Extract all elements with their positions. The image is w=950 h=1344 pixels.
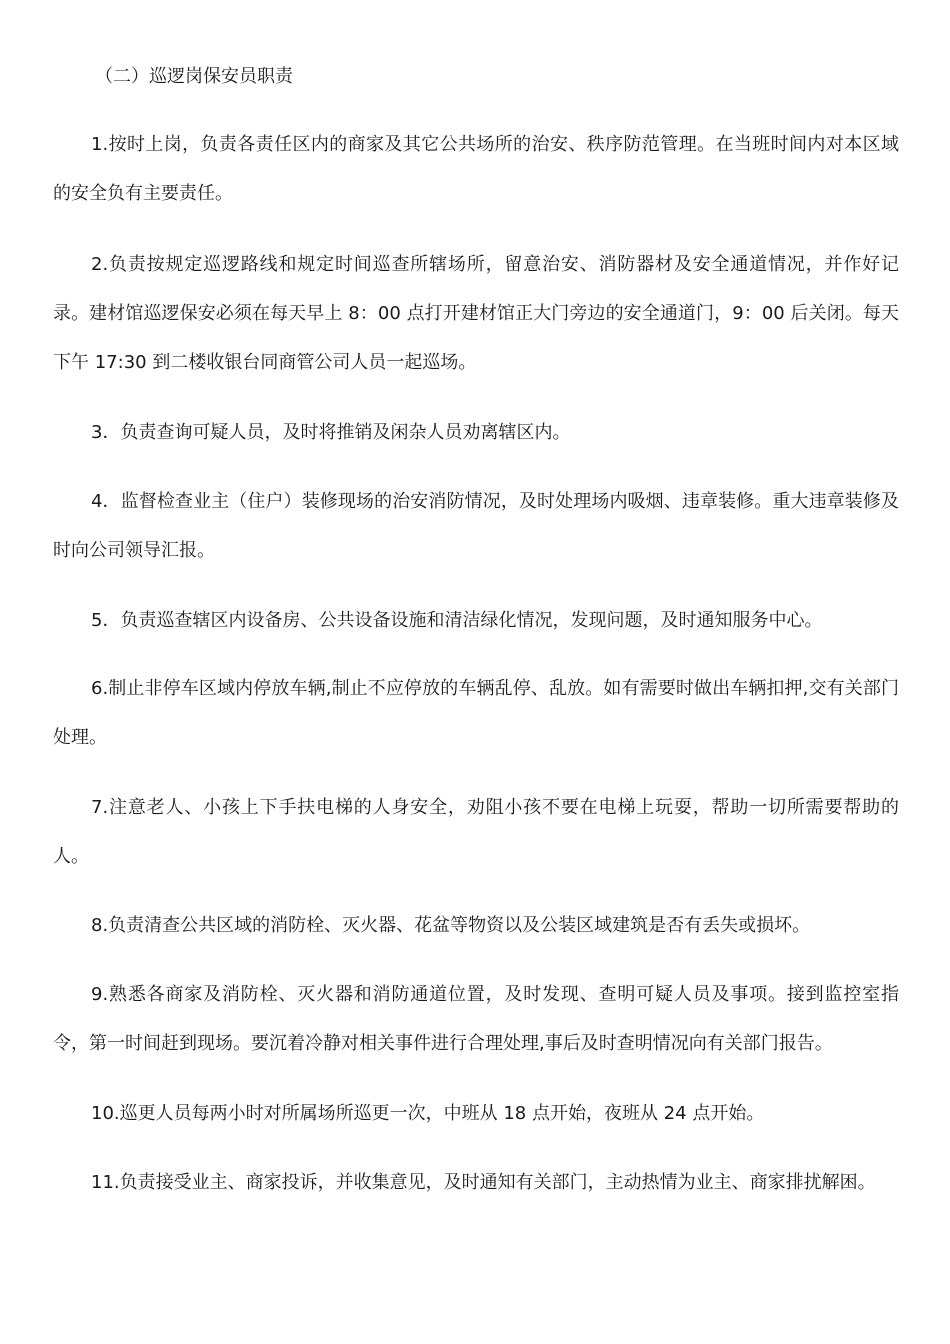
section-heading: （二）巡逻岗保安员职责 xyxy=(95,66,293,87)
duty-item-3: 3．负责查询可疑人员，及时将推销及闲杂人员劝离辖区内。 xyxy=(91,422,571,443)
duty-item-8: 8.负责清查公共区域的消防栓、灭火器、花盆等物资以及公装区域建筑是否有丢失或损坏。 xyxy=(91,915,811,936)
duty-item-1: 1.按时上岗，负责各责任区内的商家及其它公共场所的治安、秩序防范管理。在当班时间内对本区域的安全负有主要责任。 xyxy=(53,134,899,204)
duty-item-7: 7.注意老人、小孩上下手扶电梯的人身安全，劝阻小孩不要在电梯上玩耍，帮助一切所需要帮助的人。 xyxy=(53,797,899,867)
duty-item-5: 5．负责巡查辖区内设备房、公共设备设施和清洁绿化情况，发现问题，及时通知服务中心。 xyxy=(91,610,823,631)
duty-item-2: 2.负责按规定巡逻路线和规定时间巡查所辖场所，留意治安、消防器材及安全通道情况，并作好记录。建材馆巡逻保安必须在每天早上 8：00 点打开建材馆正大门旁边的安全通道门，9：00 后关闭。每天下午 17:30 到二楼收银台同商管公司人员一起巡场。 xyxy=(53,254,899,373)
duty-item-6: 6.制止非停车区域内停放车辆,制止不应停放的车辆乱停、乱放。如有需要时做出车辆扣押,交有关部门处理。 xyxy=(53,678,899,748)
duty-item-10: 10.巡更人员每两小时对所属场所巡更一次，中班从 18 点开始，夜班从 24 点开始。 xyxy=(91,1103,765,1124)
duty-item-4: 4．监督检查业主（住户）装修现场的治安消防情况，及时处理场内吸烟、违章装修。重大违章装修及时向公司领导汇报。 xyxy=(53,491,899,561)
duty-item-9: 9.熟悉各商家及消防栓、灭火器和消防通道位置，及时发现、查明可疑人员及事项。接到监控室指令，第一时间赶到现场。要沉着冷静对相关事件进行合理处理,事后及时查明情况向有关部门报告。 xyxy=(53,984,899,1054)
duty-item-11: 11.负责接受业主、商家投诉，并收集意见，及时通知有关部门，主动热情为业主、商家排扰解困。 xyxy=(91,1172,876,1193)
